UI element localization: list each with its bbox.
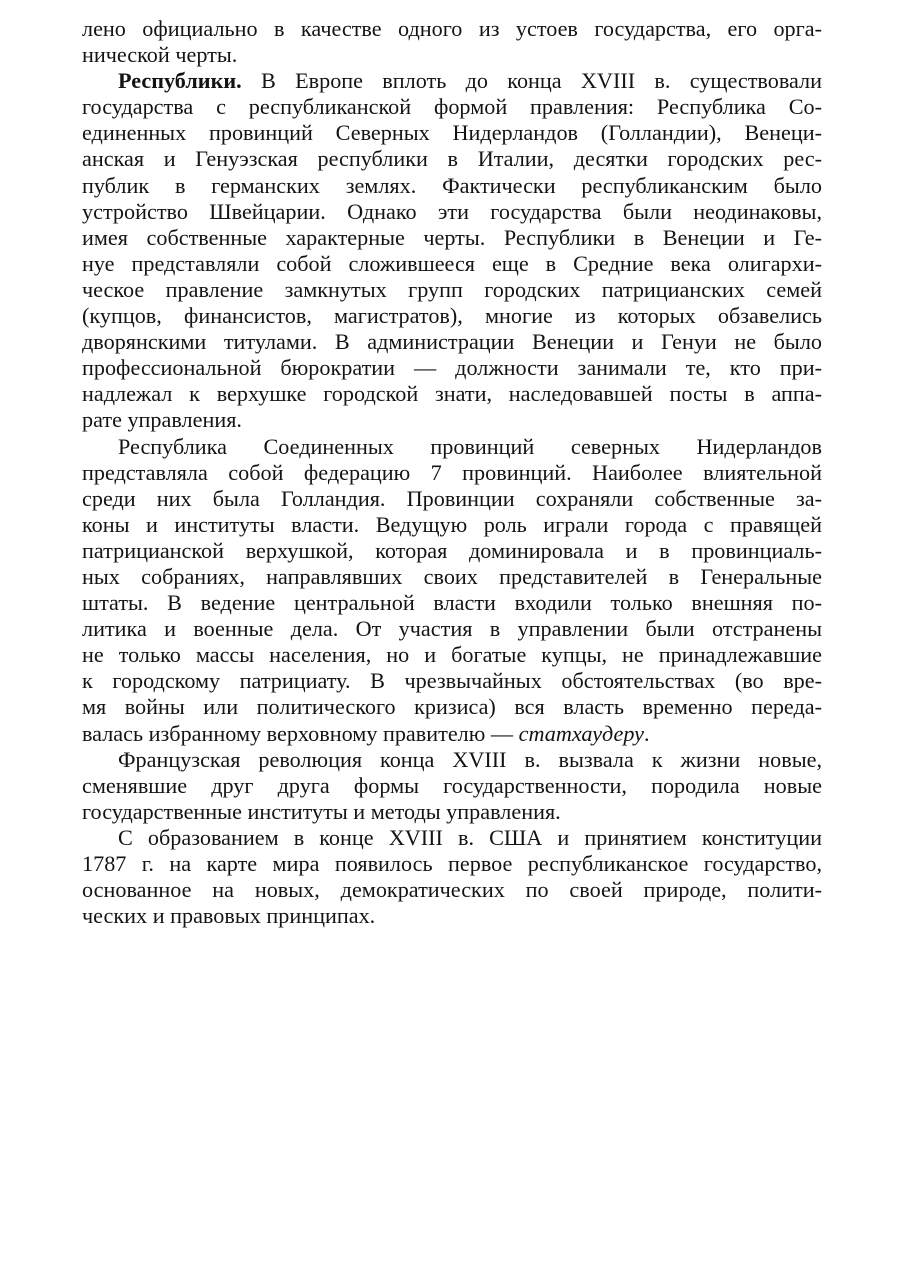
text-line: к городскому патрициату. В чрезвычайных обстоятельствах (во вре- bbox=[82, 668, 822, 694]
text-line: нической черты. bbox=[82, 42, 238, 68]
text-line: литика и военные дела. От участия в управлении были отстранены bbox=[82, 616, 822, 642]
text-line: мя войны или политического кризиса) вся власть временно переда- bbox=[82, 694, 822, 720]
text-line: ных собраниях, направлявших своих представителей в Генеральные bbox=[82, 563, 822, 589]
text-line: нуе представляли собой сложившееся еще в Средние века олигархи- bbox=[82, 250, 822, 276]
text-line: сменявшие друг друга формы государственности, породила новые bbox=[82, 772, 822, 798]
text-line: представляла собой федерацию 7 провинций. Наиболее влиятельной bbox=[82, 459, 822, 485]
text-line: единенных провинций Северных Нидерландов (Голландии), Венеци- bbox=[82, 120, 822, 146]
text-line: профессиональной бюрократии — должности занимали те, кто при- bbox=[82, 355, 822, 381]
text-line: среди них была Голландия. Провинции сохраняли собственные за- bbox=[82, 485, 822, 511]
text-line: ческое правление замкнутых групп городских патрицианских семей bbox=[82, 276, 822, 302]
italic-term: статхаудеру bbox=[518, 720, 644, 746]
text-line: устройство Швейцарии. Однако эти государства были неодинаковы, bbox=[82, 198, 822, 224]
text-line: государственные институты и методы управления. bbox=[82, 798, 561, 824]
text-line: Республика Соединенных провинций северных Нидерландов bbox=[118, 433, 822, 459]
text-line: рате управления. bbox=[82, 407, 242, 433]
text-span: . bbox=[644, 720, 650, 746]
text-line bbox=[82, 68, 822, 94]
text-line: коны и институты власти. Ведущую роль играли города с правящей bbox=[82, 511, 822, 537]
text-line: имея собственные характерные черты. Республики в Венеции и Ге- bbox=[82, 224, 822, 250]
text-line: основанное на новых, демократических по своей природе, полити- bbox=[82, 877, 822, 903]
section-heading: Республики. bbox=[118, 68, 242, 94]
text-line: дворянскими титулами. В администрации Венеции и Генуи не было bbox=[82, 329, 822, 355]
text-line: Французская революция конца XVIII в. вызвала к жизни новые, bbox=[118, 746, 822, 772]
text-line: патрицианской верхушкой, которая доминировала и в провинциаль- bbox=[82, 537, 822, 563]
text-span: В Европе вплоть до конца XVIII в. существовали bbox=[241, 68, 822, 94]
text-span: валась избранному верховному правителю — bbox=[82, 720, 519, 746]
text-line: анская и Генуэзская республики в Италии, десятки городских рес- bbox=[82, 146, 822, 172]
text-line: (купцов, финансистов, магистратов), многие из которых обзавелись bbox=[82, 303, 822, 329]
text-line bbox=[82, 721, 822, 747]
body-text bbox=[82, 16, 822, 929]
text-line: 1787 г. на карте мира появилось первое республиканское государство, bbox=[82, 851, 822, 876]
text-line: государства с республиканской формой правления: Республика Со- bbox=[82, 94, 822, 120]
text-line: ческих и правовых принципах. bbox=[82, 903, 376, 929]
text-line: лено официально в качестве одного из устоев государства, его орга- bbox=[82, 16, 822, 41]
text-line: публик в германских землях. Фактически республиканским было bbox=[82, 172, 822, 198]
text-line: надлежал к верхушке городской знати, наследовавшей посты в аппа- bbox=[82, 381, 822, 407]
text-line: С образованием в конце XVIII в. США и принятием конституции bbox=[118, 824, 822, 850]
text-line: не только массы населения, но и богатые купцы, не принадлежавшие bbox=[82, 642, 822, 668]
text-line: штаты. В ведение центральной власти входили только внешняя по- bbox=[82, 590, 822, 616]
